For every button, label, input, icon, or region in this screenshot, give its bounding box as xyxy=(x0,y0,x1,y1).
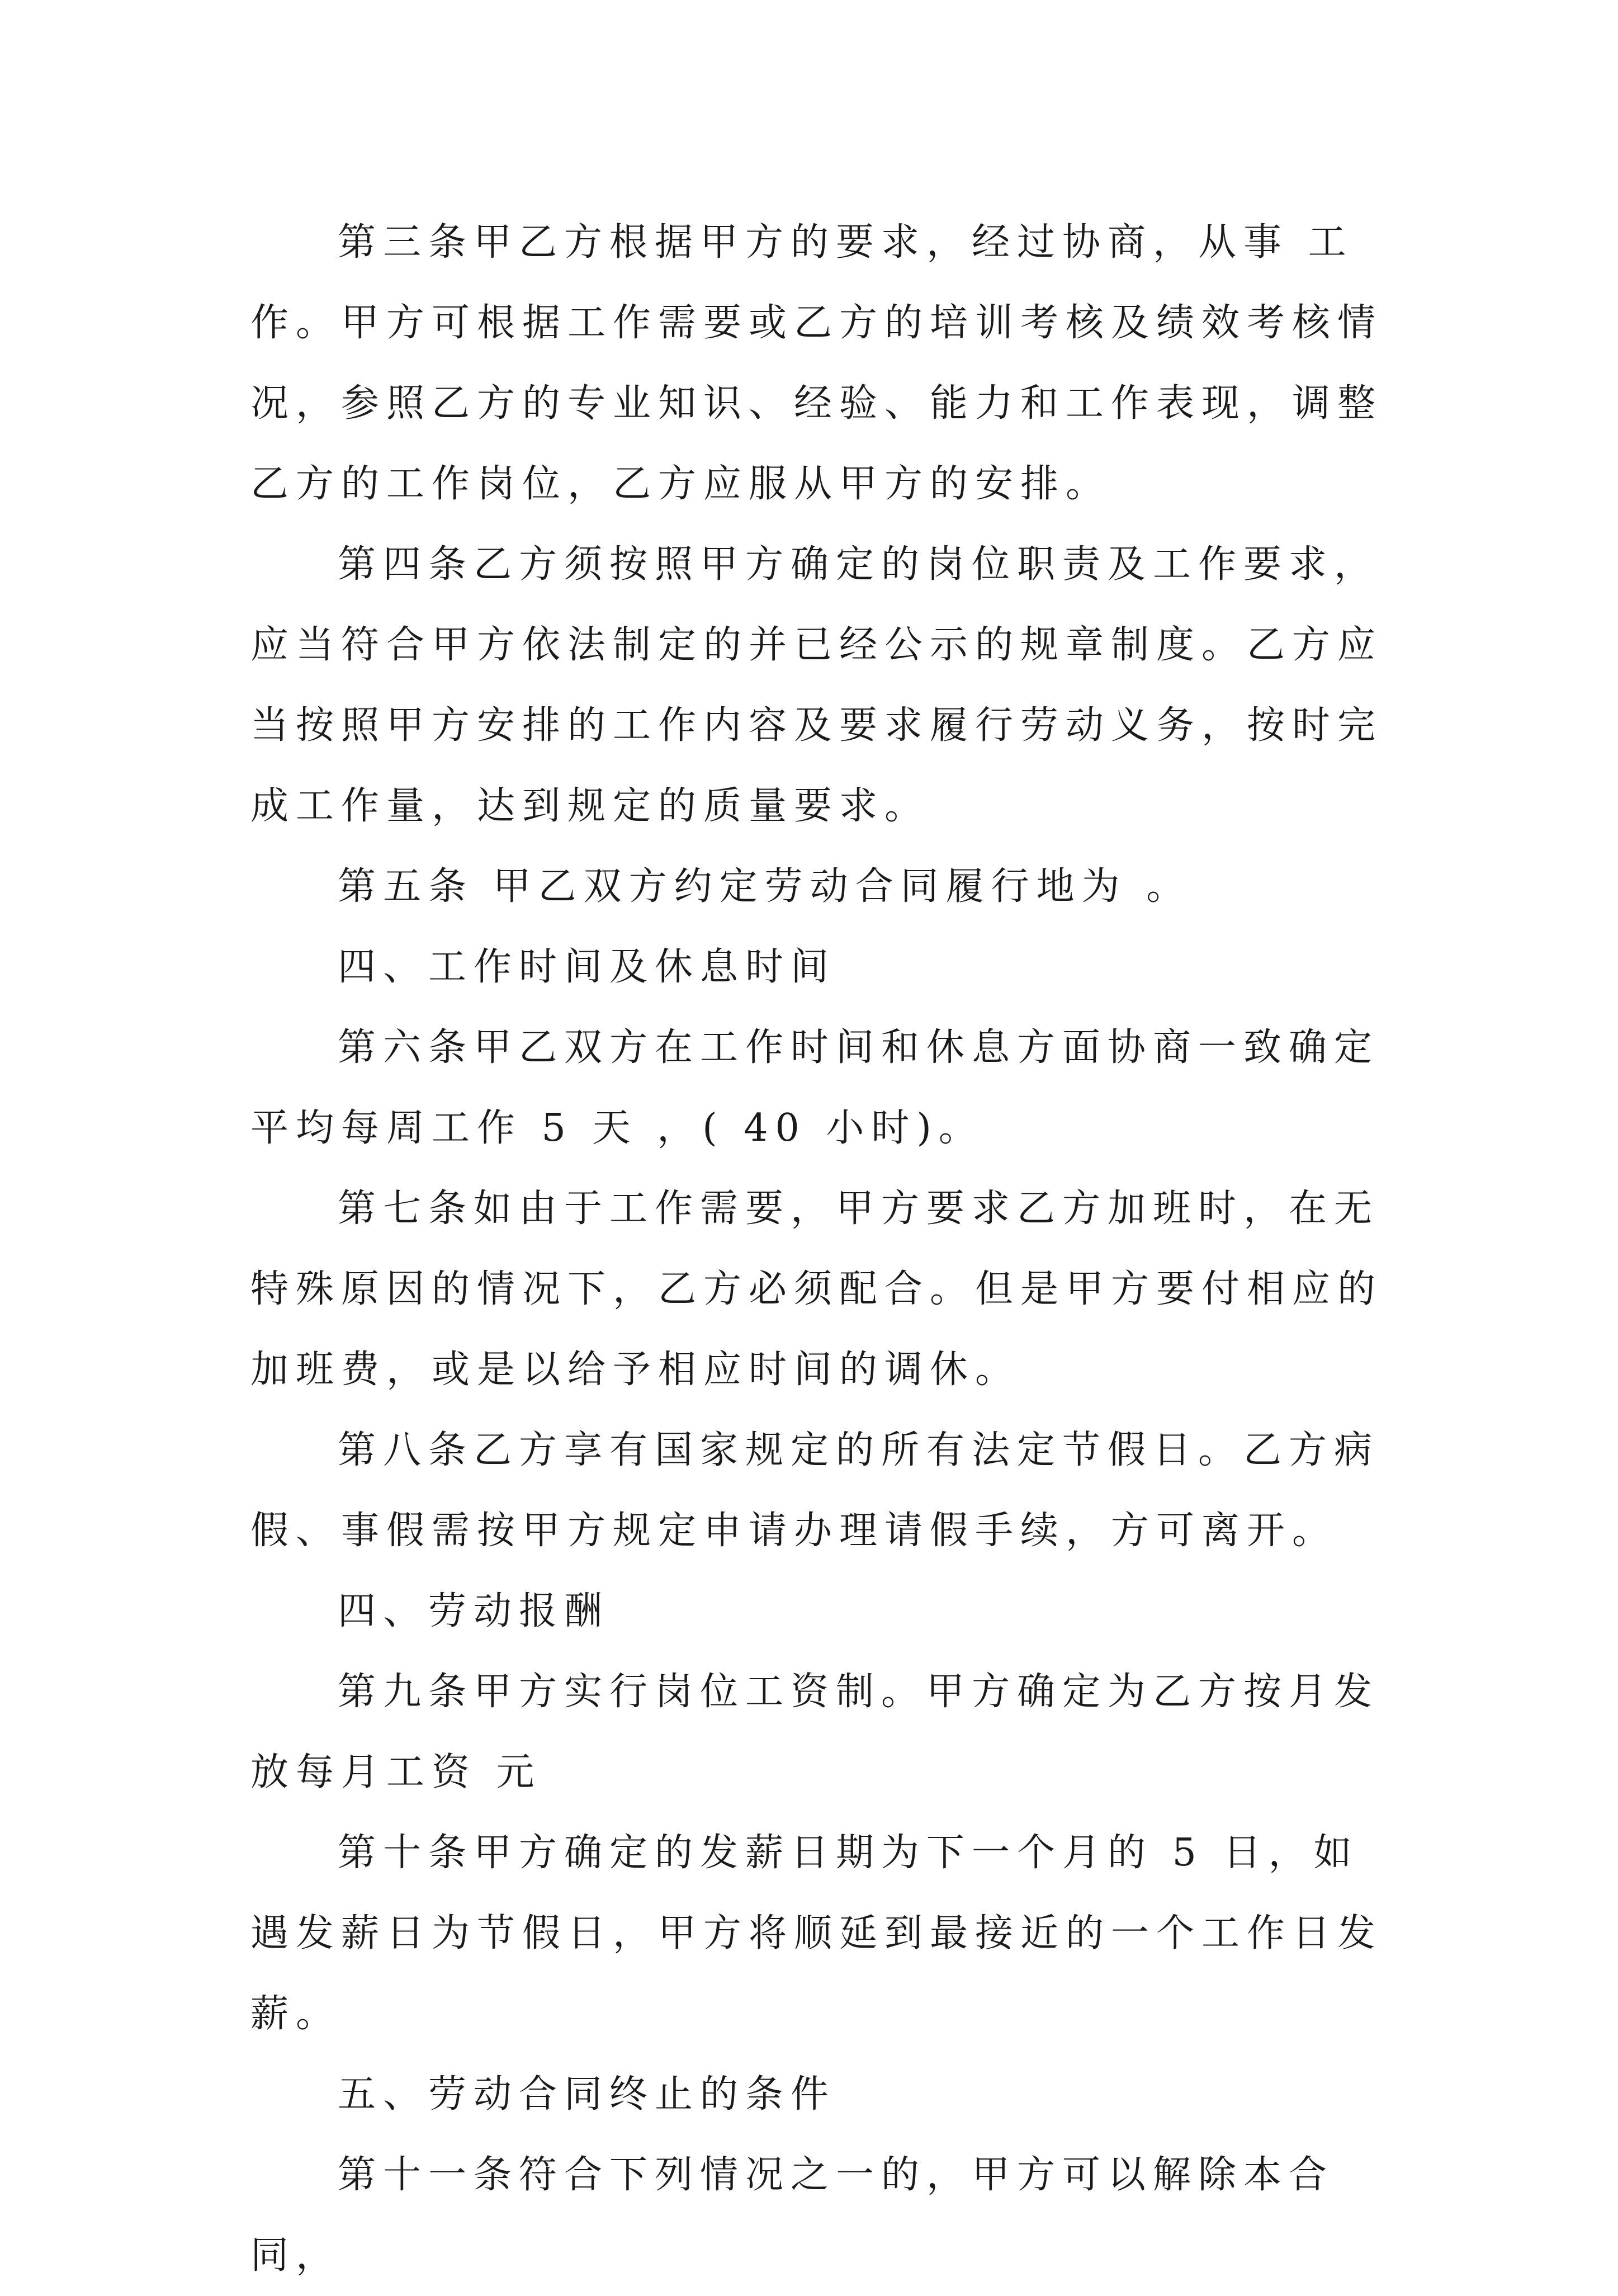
article-5-paragraph: 第五条 甲乙双方约定劳动合同履行地为 。 xyxy=(338,864,1192,909)
article-3-paragraph: 第三条甲乙方根据甲方的要求，经过协商，从事 工作。甲方可根据工作需要或乙方的培训考核及绩效考核情况，参照乙方的专业知识、经验、能力和工作表现，调整乙方的工作岗位，乙方应服从甲方的安排。 xyxy=(250,220,1383,506)
article-7-paragraph: 第七条如由于工作需要，甲方要求乙方加班时，在无特殊原因的情况下，乙方必须配合。但是甲方要付相应的加班费，或是以给予相应时间的调休。 xyxy=(250,1187,1383,1392)
article-10-paragraph: 第十条甲方确定的发薪日期为下一个月的 5 日，如遇发薪日为节假日，甲方将顺延到最接近的一个工作日发薪。 xyxy=(250,1831,1383,2036)
document-page xyxy=(250,202,1402,2296)
section-heading-work-time: 四、工作时间及休息时间 xyxy=(338,945,836,989)
section-heading-termination: 五、劳动合同终止的条件 xyxy=(338,2072,836,2117)
article-9-paragraph: 第九条甲方实行岗位工资制。甲方确定为乙方按月发放每月工资 元 xyxy=(250,1670,1380,1794)
article-11-paragraph: 第十一条符合下列情况之一的，甲方可以解除本合同， xyxy=(250,2153,1335,2278)
article-8-paragraph: 第八条乙方享有国家规定的所有法定节假日。乙方病假、事假需按甲方规定申请办理请假手续，方可离开。 xyxy=(250,1428,1380,1553)
section-heading-remuneration: 四、劳动报酬 xyxy=(338,1589,610,1633)
article-6-paragraph: 第六条甲乙双方在工作时间和休息方面协商一致确定平均每周工作 5 天 ，( 40 小时)。 xyxy=(250,1026,1380,1150)
article-4-paragraph: 第四条乙方须按照甲方确定的岗位职责及工作要求，应当符合甲方依法制定的并已经公示的规章制度。乙方应当按照甲方安排的工作内容及要求履行劳动义务，按时完成工作量，达到规定的质量要求。 xyxy=(250,542,1383,828)
